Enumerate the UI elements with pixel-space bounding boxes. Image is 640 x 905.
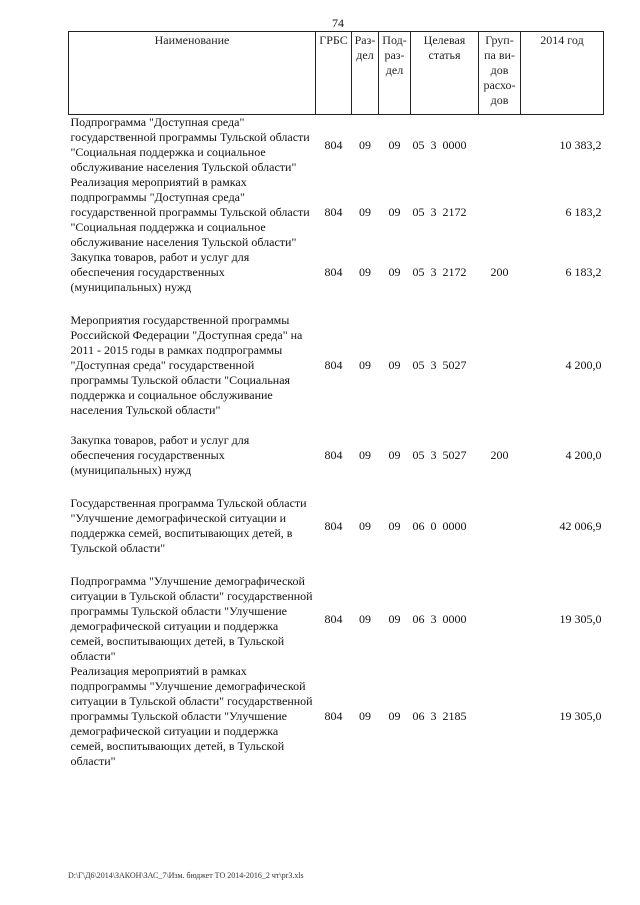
- row-amount: 10 383,2: [559, 137, 602, 152]
- row-amount: 6 183,2: [565, 265, 602, 279]
- row-celevaya-statya: 05 3 2172: [412, 265, 467, 279]
- row-name: Мероприятия государственной программы Российской Федерации "Доступная среда" на 2011 - 2015 годы в рамках подпрограммы "Доступная среда" государственной программы Тульской области "Социальная поддержка и социальное обслуживание населения Тульской области": [70, 313, 303, 417]
- header-row: [69, 32, 604, 115]
- row-grbs: 804: [324, 265, 343, 279]
- row-razdel: 09: [359, 518, 371, 533]
- row-vid-raskhodov: [479, 574, 521, 664]
- row-amount: 4 200,0: [565, 448, 602, 462]
- row-razdel: 09: [359, 358, 371, 372]
- row-razdel: 09: [359, 611, 371, 626]
- row-celevaya-statya: 05 3 5027: [412, 448, 467, 462]
- table-row: [69, 313, 604, 418]
- page-number: 74: [332, 16, 344, 30]
- row-podrazdel: 09: [388, 205, 401, 219]
- file-path-footer: D:\Г\Д6\2014\ЗАКОН\ЗАС_7\Изм. бюджет ТО 2014-2016_2 чт\pr3.xls: [68, 871, 304, 880]
- row-podrazdel: 09: [388, 358, 401, 372]
- row-spacer: [69, 295, 604, 313]
- table-row: [69, 496, 604, 556]
- row-celevaya-statya: 05 3 2172: [412, 205, 467, 219]
- header-razdel: Раз- дел: [352, 32, 379, 115]
- row-vid-raskhodov: [479, 175, 521, 250]
- row-grbs: 804: [324, 709, 343, 723]
- row-name: Государственная программа Тульской области "Улучшение демографической ситуации и поддержка семей, воспитывающих детей, в Тульской области": [70, 496, 307, 555]
- row-podrazdel: 09: [388, 137, 401, 152]
- row-name: Закупка товаров, работ и услуг для обеспечения государственных (муниципальных) нужд: [70, 433, 250, 477]
- row-podrazdel: 09: [388, 611, 401, 626]
- row-name: Подпрограмма "Улучшение демографической ситуации в Тульской области" государственной программы Тульской области "Улучшение демографической ситуации и поддержка семей, воспитывающих детей, в Тульской области": [70, 574, 313, 663]
- row-grbs: 804: [324, 137, 343, 152]
- row-celevaya-statya: 06 3 2185: [412, 709, 467, 723]
- table-row: [69, 175, 604, 250]
- row-name: Реализация мероприятий в рамках подпрограммы "Улучшение демографической ситуации в Тульской области" государственной программы Тульской области "Улучшение демографической ситуации и поддержка семей, воспитывающих детей, в Тульской области": [70, 664, 313, 768]
- table-row: [69, 664, 604, 769]
- row-grbs: 804: [324, 611, 343, 626]
- table-row: [69, 574, 604, 664]
- row-razdel: 09: [359, 448, 371, 462]
- row-grbs: 804: [324, 205, 343, 219]
- header-celevaya-statya: Целевая статья: [411, 32, 479, 115]
- row-spacer: [69, 556, 604, 574]
- row-spacer: [69, 418, 604, 433]
- row-grbs: 804: [324, 518, 343, 533]
- row-vid-raskhodov: [479, 115, 521, 176]
- row-grbs: 804: [324, 448, 343, 462]
- row-celevaya-statya: 05 3 5027: [412, 358, 467, 372]
- header-year-2014: 2014 год: [521, 32, 604, 115]
- row-vid-raskhodov: [479, 496, 521, 556]
- row-celevaya-statya: 05 3 0000: [412, 137, 467, 152]
- row-vid-raskhodov: 200: [490, 448, 509, 462]
- row-vid-raskhodov: [479, 313, 521, 418]
- row-amount: 19 305,0: [559, 709, 602, 723]
- table-row: [69, 433, 604, 478]
- row-celevaya-statya: 06 3 0000: [412, 611, 467, 626]
- row-vid-raskhodov: 200: [490, 265, 509, 279]
- header-podrazdel: Под- раз- дел: [379, 32, 411, 115]
- row-amount: 42 006,9: [559, 518, 602, 533]
- row-razdel: 09: [359, 137, 371, 152]
- row-razdel: 09: [359, 205, 371, 219]
- row-podrazdel: 09: [388, 709, 401, 723]
- row-name: Закупка товаров, работ и услуг для обеспечения государственных (муниципальных) нужд: [70, 250, 250, 294]
- row-name: Подпрограмма "Доступная среда" государственной программы Тульской области "Социальная поддержка и социальное обслуживание населения Тульской области": [70, 115, 310, 174]
- budget-table: [68, 31, 604, 769]
- table-row: [69, 115, 604, 176]
- header-grbs: ГРБС: [316, 32, 352, 115]
- row-vid-raskhodov: [479, 664, 521, 769]
- row-razdel: 09: [359, 709, 371, 723]
- row-grbs: 804: [324, 358, 343, 372]
- row-name: Реализация мероприятий в рамках подпрограммы "Доступная среда" государственной программы Тульской области "Социальная поддержка и социальное обслуживание населения Тульской области": [70, 175, 310, 249]
- table-row: [69, 250, 604, 295]
- row-podrazdel: 09: [388, 518, 401, 533]
- row-spacer: [69, 478, 604, 496]
- row-amount: 4 200,0: [565, 358, 602, 372]
- header-gruppa-vidov-raskhodov: Груп- па ви- дов расхо- дов: [479, 32, 521, 115]
- row-podrazdel: 09: [388, 265, 401, 279]
- row-celevaya-statya: 06 0 0000: [412, 518, 467, 533]
- row-amount: 6 183,2: [565, 205, 602, 219]
- header-name: Наименование: [69, 32, 316, 115]
- row-razdel: 09: [359, 265, 371, 279]
- row-podrazdel: 09: [388, 448, 401, 462]
- row-amount: 19 305,0: [559, 611, 602, 626]
